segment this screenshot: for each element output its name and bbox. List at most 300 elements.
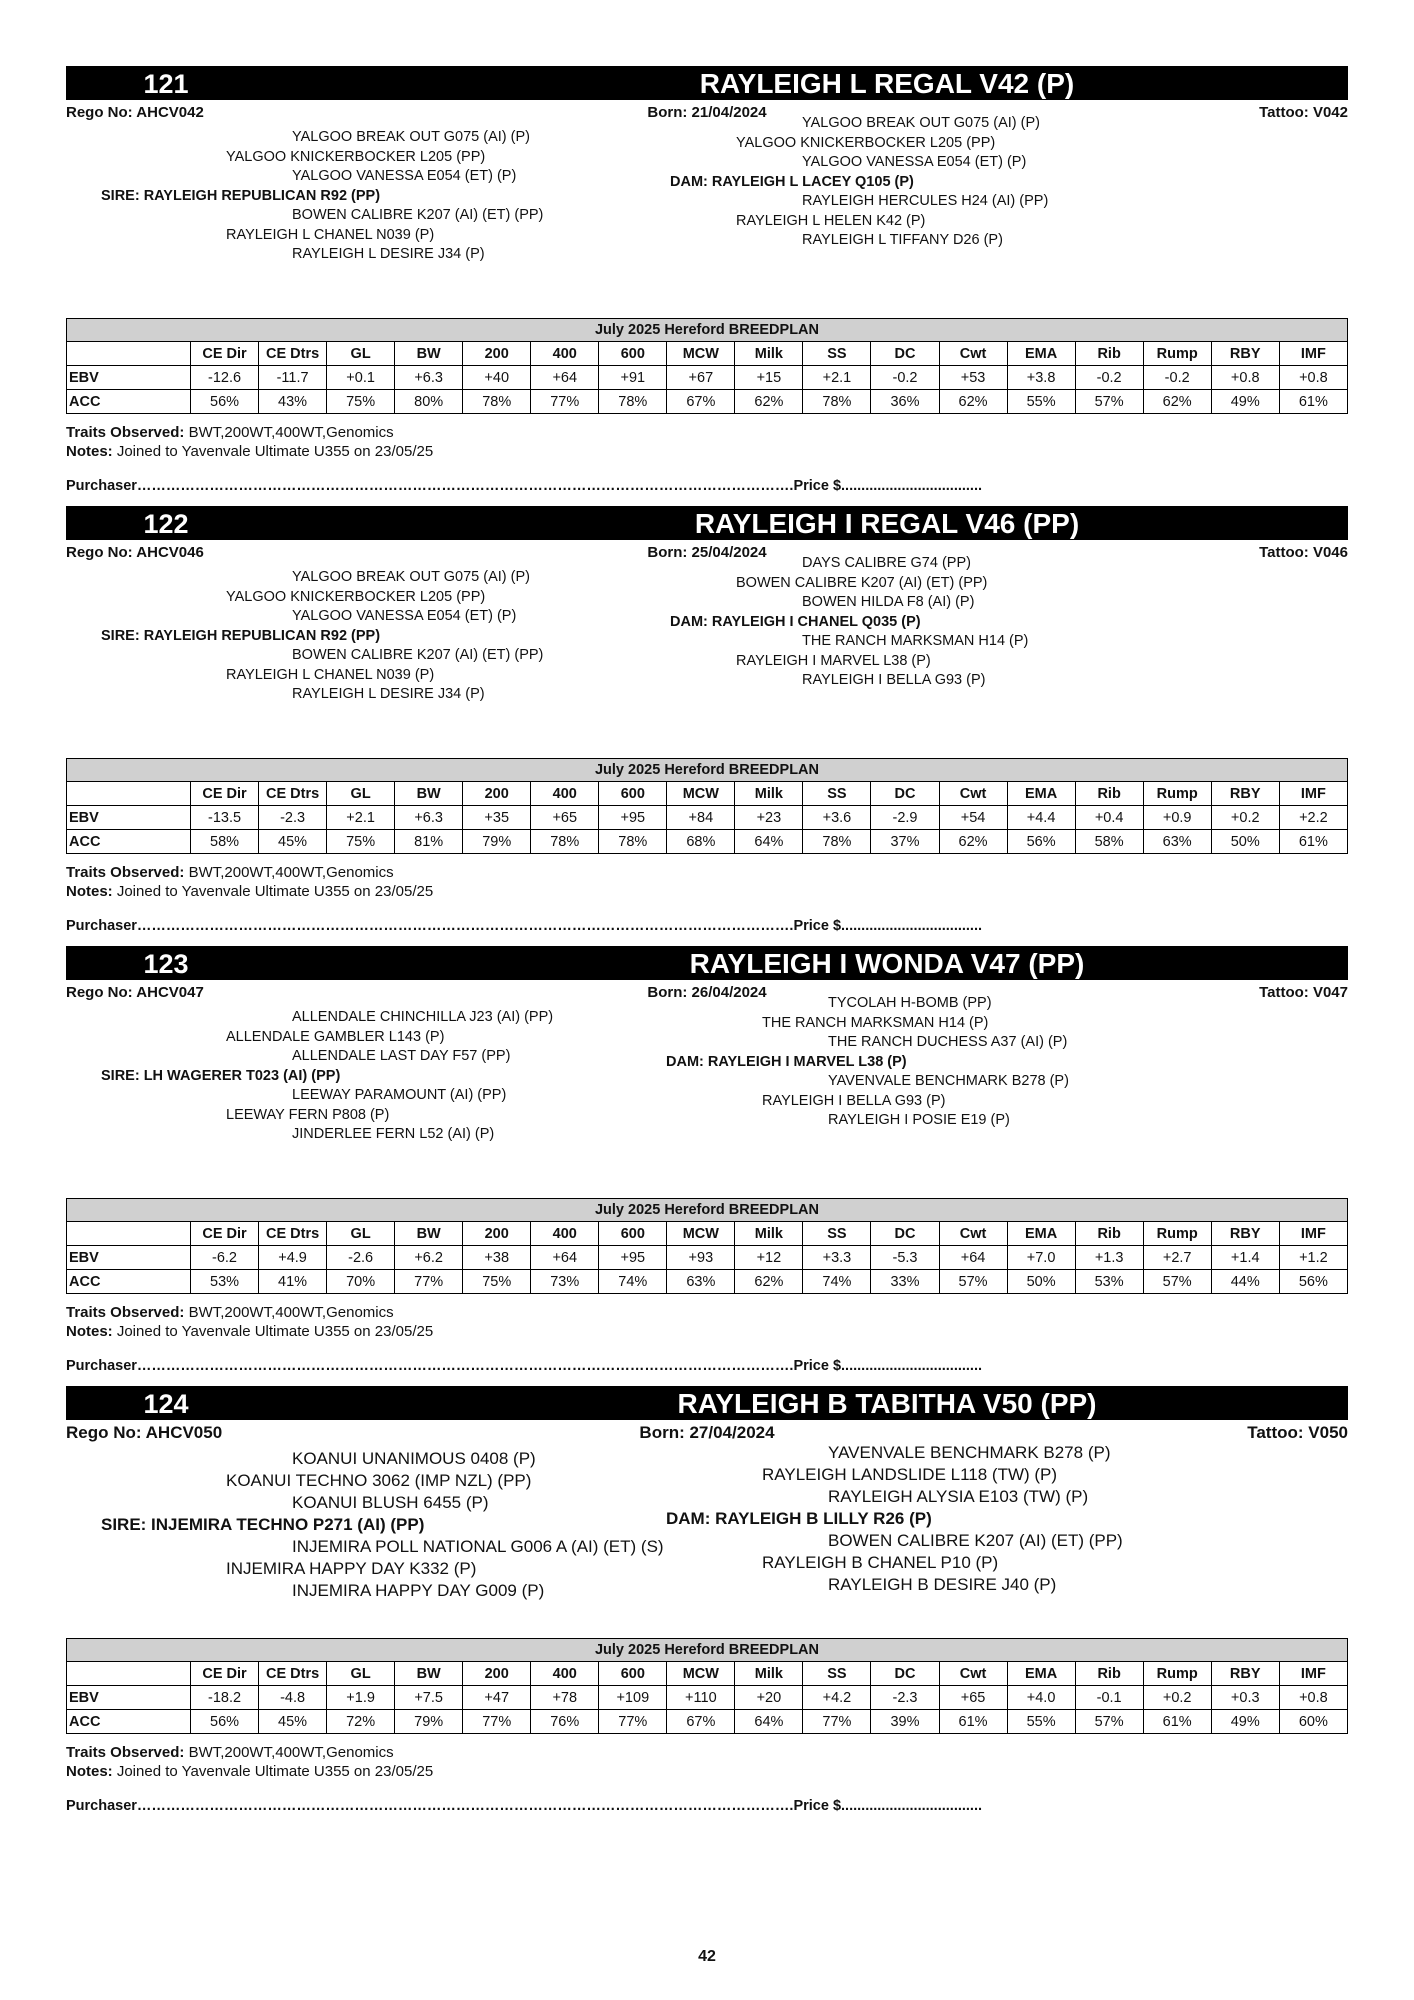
acc-cell: 67% <box>667 390 735 414</box>
bp-col-header: Rump <box>1143 342 1211 366</box>
bp-col-header: Milk <box>735 342 803 366</box>
pedigree-dam-s: RAYLEIGH LANDSLIDE L118 (TW) (P) <box>762 1465 1058 1484</box>
lot-number: 121 <box>143 69 189 99</box>
acc-cell: 56% <box>1007 830 1075 854</box>
ebv-cell: +3.8 <box>1007 366 1075 390</box>
bp-col-header: 600 <box>599 1222 667 1246</box>
acc-cell: 77% <box>531 390 599 414</box>
ebv-row-label: EBV <box>67 1246 191 1270</box>
ebv-cell: +4.4 <box>1007 806 1075 830</box>
bp-col-header: Milk <box>735 1662 803 1686</box>
acc-cell: 78% <box>803 830 871 854</box>
acc-cell: 63% <box>667 1270 735 1294</box>
acc-cell: 75% <box>463 1270 531 1294</box>
acc-cell: 53% <box>1075 1270 1143 1294</box>
acc-cell: 67% <box>667 1710 735 1734</box>
ebv-cell: +47 <box>463 1686 531 1710</box>
pedigree-sire-sd: YALGOO VANESSA E054 (ET) (P) <box>292 168 517 184</box>
lot-header-bar <box>66 1386 1348 1420</box>
acc-cell: 75% <box>327 830 395 854</box>
acc-cell: 62% <box>939 830 1007 854</box>
acc-cell: 81% <box>395 830 463 854</box>
notes: Notes: Joined to Yavenvale Ultimate U355 on 23/05/25 <box>66 1323 434 1340</box>
birth-date: Born: 21/04/2024 <box>647 104 767 121</box>
acc-cell: 60% <box>1279 1710 1347 1734</box>
ebv-cell: +64 <box>531 1246 599 1270</box>
ebv-cell: +0.9 <box>1143 806 1211 830</box>
breedplan-title: July 2025 Hereford BREEDPLAN <box>67 759 1348 782</box>
bp-corner <box>67 1222 191 1246</box>
acc-cell: 62% <box>735 390 803 414</box>
bp-col-header: RBY <box>1211 1222 1279 1246</box>
ebv-cell: +6.2 <box>395 1246 463 1270</box>
pedigree-dam-d: RAYLEIGH L HELEN K42 (P) <box>736 212 926 229</box>
acc-cell: 57% <box>1075 390 1143 414</box>
pedigree-dam-dd: RAYLEIGH L TIFFANY D26 (P) <box>802 232 1003 248</box>
bp-col-header: GL <box>327 1222 395 1246</box>
bp-col-header: RBY <box>1211 342 1279 366</box>
traits-observed: Traits Observed: BWT,200WT,400WT,Genomics <box>66 424 394 441</box>
pedigree-dam: DAM: RAYLEIGH L LACEY Q105 (P) <box>670 173 914 190</box>
bp-col-header: Milk <box>735 782 803 806</box>
pedigree-dam-ds: BOWEN CALIBRE K207 (AI) (ET) (PP) <box>828 1531 1123 1550</box>
acc-cell: 63% <box>1143 830 1211 854</box>
breedplan-title: July 2025 Hereford BREEDPLAN <box>67 1199 1348 1222</box>
acc-cell: 78% <box>803 390 871 414</box>
bp-col-header: Rib <box>1075 1662 1143 1686</box>
pedigree-sire-dd: RAYLEIGH L DESIRE J34 (P) <box>292 246 485 262</box>
bp-corner <box>67 782 191 806</box>
bp-col-header: GL <box>327 1662 395 1686</box>
acc-cell: 78% <box>531 830 599 854</box>
bp-col-header: EMA <box>1007 1222 1075 1246</box>
acc-row-label: ACC <box>67 1710 191 1734</box>
notes: Notes: Joined to Yavenvale Ultimate U355 on 23/05/25 <box>66 443 434 460</box>
acc-cell: 50% <box>1007 1270 1075 1294</box>
acc-cell: 64% <box>735 1710 803 1734</box>
ebv-cell: +1.3 <box>1075 1246 1143 1270</box>
pedigree-dam-d: RAYLEIGH B CHANEL P10 (P) <box>762 1553 999 1572</box>
birth-date: Born: 27/04/2024 <box>639 1423 775 1442</box>
ebv-cell: +95 <box>599 806 667 830</box>
bp-col-header: Cwt <box>939 342 1007 366</box>
bp-col-header: SS <box>803 342 871 366</box>
pedigree-sire: SIRE: RAYLEIGH REPUBLICAN R92 (PP) <box>101 627 381 644</box>
ebv-cell: +91 <box>599 366 667 390</box>
ebv-cell: +3.3 <box>803 1246 871 1270</box>
lot-name: RAYLEIGH I WONDA V47 (PP) <box>689 948 1085 979</box>
traits-observed: Traits Observed: BWT,200WT,400WT,Genomics <box>66 864 394 881</box>
ebv-cell: +35 <box>463 806 531 830</box>
pedigree-dam-d: RAYLEIGH I MARVEL L38 (P) <box>736 652 931 669</box>
ebv-cell: -12.6 <box>191 366 259 390</box>
bp-col-header: MCW <box>667 342 735 366</box>
bp-col-header: BW <box>395 342 463 366</box>
ebv-cell: +0.4 <box>1075 806 1143 830</box>
pedigree-sire: SIRE: INJEMIRA TECHNO P271 (AI) (PP) <box>101 1515 425 1534</box>
ebv-cell: +0.8 <box>1279 366 1347 390</box>
pedigree-sire-ss: YALGOO BREAK OUT G075 (AI) (P) <box>292 129 530 145</box>
bp-col-header: 600 <box>599 782 667 806</box>
pedigree-sire-d: LEEWAY FERN P808 (P) <box>226 1106 390 1123</box>
acc-cell: 76% <box>531 1710 599 1734</box>
pedigree-sire-s: KOANUI TECHNO 3062 (IMP NZL) (PP) <box>226 1471 532 1490</box>
pedigree-sire-s: YALGOO KNICKERBOCKER L205 (PP) <box>226 148 486 165</box>
bp-col-header: Milk <box>735 1222 803 1246</box>
bp-col-header: IMF <box>1279 1222 1347 1246</box>
bp-col-header: 600 <box>599 342 667 366</box>
ebv-cell: -4.8 <box>259 1686 327 1710</box>
pedigree-sire-ss: YALGOO BREAK OUT G075 (AI) (P) <box>292 569 530 585</box>
bp-col-header: CE Dir <box>191 1222 259 1246</box>
acc-cell: 68% <box>667 830 735 854</box>
ebv-cell: +1.2 <box>1279 1246 1347 1270</box>
ebv-cell: +64 <box>531 366 599 390</box>
acc-cell: 45% <box>259 1710 327 1734</box>
ebv-cell: +95 <box>599 1246 667 1270</box>
bp-col-header: BW <box>395 1222 463 1246</box>
breedplan-table <box>66 1638 1348 1734</box>
breedplan-title: July 2025 Hereford BREEDPLAN <box>67 319 1348 342</box>
pedigree-sire-ds: BOWEN CALIBRE K207 (AI) (ET) (PP) <box>292 647 544 663</box>
bp-col-header: 200 <box>463 782 531 806</box>
ebv-cell: +6.3 <box>395 806 463 830</box>
ebv-cell: +109 <box>599 1686 667 1710</box>
bp-col-header: BW <box>395 782 463 806</box>
acc-cell: 78% <box>599 830 667 854</box>
notes: Notes: Joined to Yavenvale Ultimate U355 on 23/05/25 <box>66 1763 434 1780</box>
ebv-row-label: EBV <box>67 806 191 830</box>
ebv-cell: +3.6 <box>803 806 871 830</box>
traits-observed: Traits Observed: BWT,200WT,400WT,Genomics <box>66 1304 394 1321</box>
acc-cell: 55% <box>1007 390 1075 414</box>
page-number: 42 <box>698 1948 716 1965</box>
lot-number: 123 <box>143 949 189 979</box>
acc-cell: 58% <box>191 830 259 854</box>
lot-header-bar <box>66 946 1348 980</box>
ebv-cell: +7.5 <box>395 1686 463 1710</box>
acc-cell: 50% <box>1211 830 1279 854</box>
bp-col-header: 400 <box>531 1662 599 1686</box>
pedigree-dam-ds: YAVENVALE BENCHMARK B278 (P) <box>828 1073 1069 1089</box>
pedigree-dam-ds: RAYLEIGH HERCULES H24 (AI) (PP) <box>802 193 1049 209</box>
acc-cell: 57% <box>939 1270 1007 1294</box>
acc-cell: 41% <box>259 1270 327 1294</box>
ebv-cell: -13.5 <box>191 806 259 830</box>
ebv-cell: -2.3 <box>259 806 327 830</box>
bp-col-header: CE Dir <box>191 782 259 806</box>
pedigree-dam: DAM: RAYLEIGH I CHANEL Q035 (P) <box>670 613 921 630</box>
bp-col-header: SS <box>803 782 871 806</box>
ebv-cell: -0.1 <box>1075 1686 1143 1710</box>
bp-col-header: CE Dtrs <box>259 782 327 806</box>
ebv-cell: +4.0 <box>1007 1686 1075 1710</box>
pedigree-sire-sd: ALLENDALE LAST DAY F57 (PP) <box>292 1048 511 1064</box>
ebv-cell: +1.9 <box>327 1686 395 1710</box>
bp-col-header: CE Dtrs <box>259 342 327 366</box>
ebv-cell: +93 <box>667 1246 735 1270</box>
traits-observed: Traits Observed: BWT,200WT,400WT,Genomics <box>66 1744 394 1761</box>
ebv-cell: +0.8 <box>1279 1686 1347 1710</box>
ebv-cell: +4.9 <box>259 1246 327 1270</box>
pedigree-sire: SIRE: LH WAGERER T023 (AI) (PP) <box>101 1067 341 1084</box>
acc-cell: 53% <box>191 1270 259 1294</box>
bp-col-header: 400 <box>531 342 599 366</box>
ebv-cell: +53 <box>939 366 1007 390</box>
acc-cell: 77% <box>599 1710 667 1734</box>
pedigree-dam: DAM: RAYLEIGH I MARVEL L38 (P) <box>666 1053 907 1070</box>
bp-col-header: CE Dir <box>191 1662 259 1686</box>
ebv-cell: -6.2 <box>191 1246 259 1270</box>
pedigree-sire-sd: YALGOO VANESSA E054 (ET) (P) <box>292 608 517 624</box>
bp-col-header: 400 <box>531 782 599 806</box>
bp-col-header: GL <box>327 782 395 806</box>
bp-col-header: Rump <box>1143 1222 1211 1246</box>
acc-cell: 78% <box>599 390 667 414</box>
bp-col-header: 200 <box>463 1662 531 1686</box>
bp-col-header: DC <box>871 1662 939 1686</box>
bp-col-header: Cwt <box>939 1222 1007 1246</box>
purchaser-price-line: Purchaser……………………………………………………………………………………………………………………….Price $................................... <box>66 918 983 934</box>
pedigree-sire-dd: JINDERLEE FERN L52 (AI) (P) <box>292 1126 495 1142</box>
tattoo: Tattoo: V046 <box>1259 544 1348 561</box>
bp-col-header: 200 <box>463 342 531 366</box>
ebv-cell: +38 <box>463 1246 531 1270</box>
lot-entry <box>66 506 1348 944</box>
bp-col-header: IMF <box>1279 342 1347 366</box>
purchaser-price-line: Purchaser……………………………………………………………………………………………………………………….Price $................................... <box>66 1798 983 1814</box>
acc-cell: 62% <box>735 1270 803 1294</box>
acc-cell: 70% <box>327 1270 395 1294</box>
acc-cell: 44% <box>1211 1270 1279 1294</box>
tattoo: Tattoo: V042 <box>1259 104 1348 121</box>
pedigree-sire-dd: RAYLEIGH L DESIRE J34 (P) <box>292 686 485 702</box>
ebv-cell: +0.2 <box>1211 806 1279 830</box>
ebv-cell: +65 <box>531 806 599 830</box>
bp-col-header: Rib <box>1075 1222 1143 1246</box>
ebv-cell: +2.1 <box>327 806 395 830</box>
lot-name: RAYLEIGH L REGAL V42 (P) <box>699 68 1075 99</box>
ebv-cell: +4.2 <box>803 1686 871 1710</box>
ebv-cell: +6.3 <box>395 366 463 390</box>
lot-entry <box>66 946 1348 1384</box>
pedigree-sire-d: RAYLEIGH L CHANEL N039 (P) <box>226 666 435 683</box>
ebv-cell: -2.9 <box>871 806 939 830</box>
ebv-cell: +0.8 <box>1211 366 1279 390</box>
bp-col-header: DC <box>871 782 939 806</box>
acc-cell: 78% <box>463 390 531 414</box>
acc-cell: 58% <box>1075 830 1143 854</box>
pedigree-sire-d: INJEMIRA HAPPY DAY K332 (P) <box>226 1559 477 1578</box>
tattoo: Tattoo: V050 <box>1247 1423 1348 1442</box>
ebv-cell: -18.2 <box>191 1686 259 1710</box>
pedigree-dam-dd: RAYLEIGH B DESIRE J40 (P) <box>828 1575 1057 1594</box>
pedigree-dam-s: YALGOO KNICKERBOCKER L205 (PP) <box>736 134 996 151</box>
acc-cell: 39% <box>871 1710 939 1734</box>
ebv-cell: +1.4 <box>1211 1246 1279 1270</box>
rego-number: Rego No: AHCV047 <box>66 984 204 1001</box>
acc-cell: 37% <box>871 830 939 854</box>
bp-col-header: MCW <box>667 1662 735 1686</box>
acc-cell: 73% <box>531 1270 599 1294</box>
ebv-cell: -0.2 <box>1075 366 1143 390</box>
bp-col-header: Cwt <box>939 782 1007 806</box>
ebv-cell: +0.3 <box>1211 1686 1279 1710</box>
acc-row-label: ACC <box>67 830 191 854</box>
bp-col-header: Cwt <box>939 1662 1007 1686</box>
acc-cell: 61% <box>939 1710 1007 1734</box>
acc-cell: 56% <box>1279 1270 1347 1294</box>
acc-cell: 45% <box>259 830 327 854</box>
acc-cell: 49% <box>1211 1710 1279 1734</box>
pedigree-dam-s: THE RANCH MARKSMAN H14 (P) <box>762 1014 989 1031</box>
acc-cell: 79% <box>395 1710 463 1734</box>
breedplan-title: July 2025 Hereford BREEDPLAN <box>67 1639 1348 1662</box>
bp-col-header: BW <box>395 1662 463 1686</box>
acc-cell: 57% <box>1075 1710 1143 1734</box>
acc-cell: 33% <box>871 1270 939 1294</box>
acc-cell: 55% <box>1007 1710 1075 1734</box>
pedigree-sire-ds: BOWEN CALIBRE K207 (AI) (ET) (PP) <box>292 207 544 223</box>
birth-date: Born: 25/04/2024 <box>647 544 767 561</box>
bp-col-header: GL <box>327 342 395 366</box>
acc-cell: 61% <box>1279 830 1347 854</box>
tattoo: Tattoo: V047 <box>1259 984 1348 1001</box>
ebv-cell: +15 <box>735 366 803 390</box>
lot-header-bar <box>66 66 1348 100</box>
ebv-cell: +64 <box>939 1246 1007 1270</box>
ebv-cell: +0.2 <box>1143 1686 1211 1710</box>
ebv-cell: -0.2 <box>1143 366 1211 390</box>
ebv-row-label: EBV <box>67 366 191 390</box>
bp-col-header: EMA <box>1007 342 1075 366</box>
ebv-cell: -5.3 <box>871 1246 939 1270</box>
bp-col-header: MCW <box>667 782 735 806</box>
pedigree-dam-dd: RAYLEIGH I POSIE E19 (P) <box>828 1112 1010 1128</box>
pedigree-dam-sd: THE RANCH DUCHESS A37 (AI) (P) <box>828 1034 1068 1050</box>
rego-number: Rego No: AHCV050 <box>66 1423 223 1442</box>
acc-cell: 79% <box>463 830 531 854</box>
pedigree-sire: SIRE: RAYLEIGH REPUBLICAN R92 (PP) <box>101 187 381 204</box>
bp-col-header: DC <box>871 342 939 366</box>
acc-cell: 64% <box>735 830 803 854</box>
bp-col-header: IMF <box>1279 782 1347 806</box>
acc-cell: 75% <box>327 390 395 414</box>
ebv-cell: +2.7 <box>1143 1246 1211 1270</box>
pedigree-dam-ss: YAVENVALE BENCHMARK B278 (P) <box>828 1443 1111 1462</box>
lot-header-bar <box>66 506 1348 540</box>
bp-col-header: RBY <box>1211 1662 1279 1686</box>
ebv-cell: +78 <box>531 1686 599 1710</box>
acc-cell: 49% <box>1211 390 1279 414</box>
bp-col-header: SS <box>803 1222 871 1246</box>
bp-corner <box>67 1662 191 1686</box>
pedigree-dam: DAM: RAYLEIGH B LILLY R26 (P) <box>666 1509 932 1528</box>
bp-col-header: RBY <box>1211 782 1279 806</box>
acc-cell: 57% <box>1143 1270 1211 1294</box>
pedigree-dam-sd: BOWEN HILDA F8 (AI) (P) <box>802 594 975 610</box>
acc-cell: 43% <box>259 390 327 414</box>
acc-cell: 74% <box>803 1270 871 1294</box>
pedigree-sire-ss: ALLENDALE CHINCHILLA J23 (AI) (PP) <box>292 1009 554 1025</box>
acc-cell: 61% <box>1143 1710 1211 1734</box>
ebv-cell: +67 <box>667 366 735 390</box>
ebv-cell: +20 <box>735 1686 803 1710</box>
lot-number: 124 <box>143 1389 189 1419</box>
bp-col-header: CE Dtrs <box>259 1662 327 1686</box>
acc-cell: 77% <box>803 1710 871 1734</box>
ebv-cell: +2.1 <box>803 366 871 390</box>
acc-cell: 61% <box>1279 390 1347 414</box>
ebv-cell: +12 <box>735 1246 803 1270</box>
bp-col-header: CE Dir <box>191 342 259 366</box>
acc-cell: 56% <box>191 390 259 414</box>
bp-col-header: Rib <box>1075 782 1143 806</box>
bp-col-header: Rump <box>1143 1662 1211 1686</box>
pedigree-sire-ss: KOANUI UNANIMOUS 0408 (P) <box>292 1449 536 1468</box>
pedigree-dam-s: BOWEN CALIBRE K207 (AI) (ET) (PP) <box>736 574 988 591</box>
lot-entry <box>66 66 1348 504</box>
ebv-cell: +54 <box>939 806 1007 830</box>
pedigree-dam-dd: RAYLEIGH I BELLA G93 (P) <box>802 672 986 688</box>
pedigree-sire-s: YALGOO KNICKERBOCKER L205 (PP) <box>226 588 486 605</box>
pedigree-sire-sd: KOANUI BLUSH 6455 (P) <box>292 1493 489 1512</box>
acc-cell: 72% <box>327 1710 395 1734</box>
bp-col-header: MCW <box>667 1222 735 1246</box>
ebv-cell: +23 <box>735 806 803 830</box>
ebv-row-label: EBV <box>67 1686 191 1710</box>
bp-col-header: 600 <box>599 1662 667 1686</box>
ebv-cell: +2.2 <box>1279 806 1347 830</box>
bp-col-header: Rib <box>1075 342 1143 366</box>
ebv-cell: +84 <box>667 806 735 830</box>
breedplan-table <box>66 758 1348 854</box>
pedigree-dam-ds: THE RANCH MARKSMAN H14 (P) <box>802 633 1029 649</box>
acc-cell: 80% <box>395 390 463 414</box>
bp-col-header: DC <box>871 1222 939 1246</box>
acc-cell: 77% <box>463 1710 531 1734</box>
breedplan-table <box>66 318 1348 414</box>
pedigree-sire-ds: INJEMIRA POLL NATIONAL G006 A (AI) (ET) (S) <box>292 1537 664 1556</box>
breedplan-table <box>66 1198 1348 1294</box>
bp-col-header: Rump <box>1143 782 1211 806</box>
rego-number: Rego No: AHCV042 <box>66 104 204 121</box>
pedigree-dam-sd: YALGOO VANESSA E054 (ET) (P) <box>802 154 1027 170</box>
purchaser-price-line: Purchaser……………………………………………………………………………………………………………………….Price $................................... <box>66 1358 983 1374</box>
ebv-cell: +0.1 <box>327 366 395 390</box>
ebv-cell: +7.0 <box>1007 1246 1075 1270</box>
pedigree-dam-ss: YALGOO BREAK OUT G075 (AI) (P) <box>802 115 1040 131</box>
acc-row-label: ACC <box>67 1270 191 1294</box>
bp-col-header: IMF <box>1279 1662 1347 1686</box>
pedigree-sire-dd: INJEMIRA HAPPY DAY G009 (P) <box>292 1581 545 1600</box>
bp-col-header: 200 <box>463 1222 531 1246</box>
pedigree-sire-d: RAYLEIGH L CHANEL N039 (P) <box>226 226 435 243</box>
rego-number: Rego No: AHCV046 <box>66 544 204 561</box>
pedigree-dam-sd: RAYLEIGH ALYSIA E103 (TW) (P) <box>828 1487 1089 1506</box>
acc-cell: 56% <box>191 1710 259 1734</box>
acc-cell: 36% <box>871 390 939 414</box>
pedigree-dam-ss: TYCOLAH H-BOMB (PP) <box>828 995 992 1011</box>
ebv-cell: -2.3 <box>871 1686 939 1710</box>
purchaser-price-line: Purchaser……………………………………………………………………………………………………………………….Price $................................... <box>66 478 983 494</box>
bp-col-header: CE Dtrs <box>259 1222 327 1246</box>
ebv-cell: +40 <box>463 366 531 390</box>
bp-col-header: EMA <box>1007 782 1075 806</box>
acc-cell: 62% <box>1143 390 1211 414</box>
pedigree-sire-ds: LEEWAY PARAMOUNT (AI) (PP) <box>292 1087 507 1103</box>
bp-col-header: 400 <box>531 1222 599 1246</box>
